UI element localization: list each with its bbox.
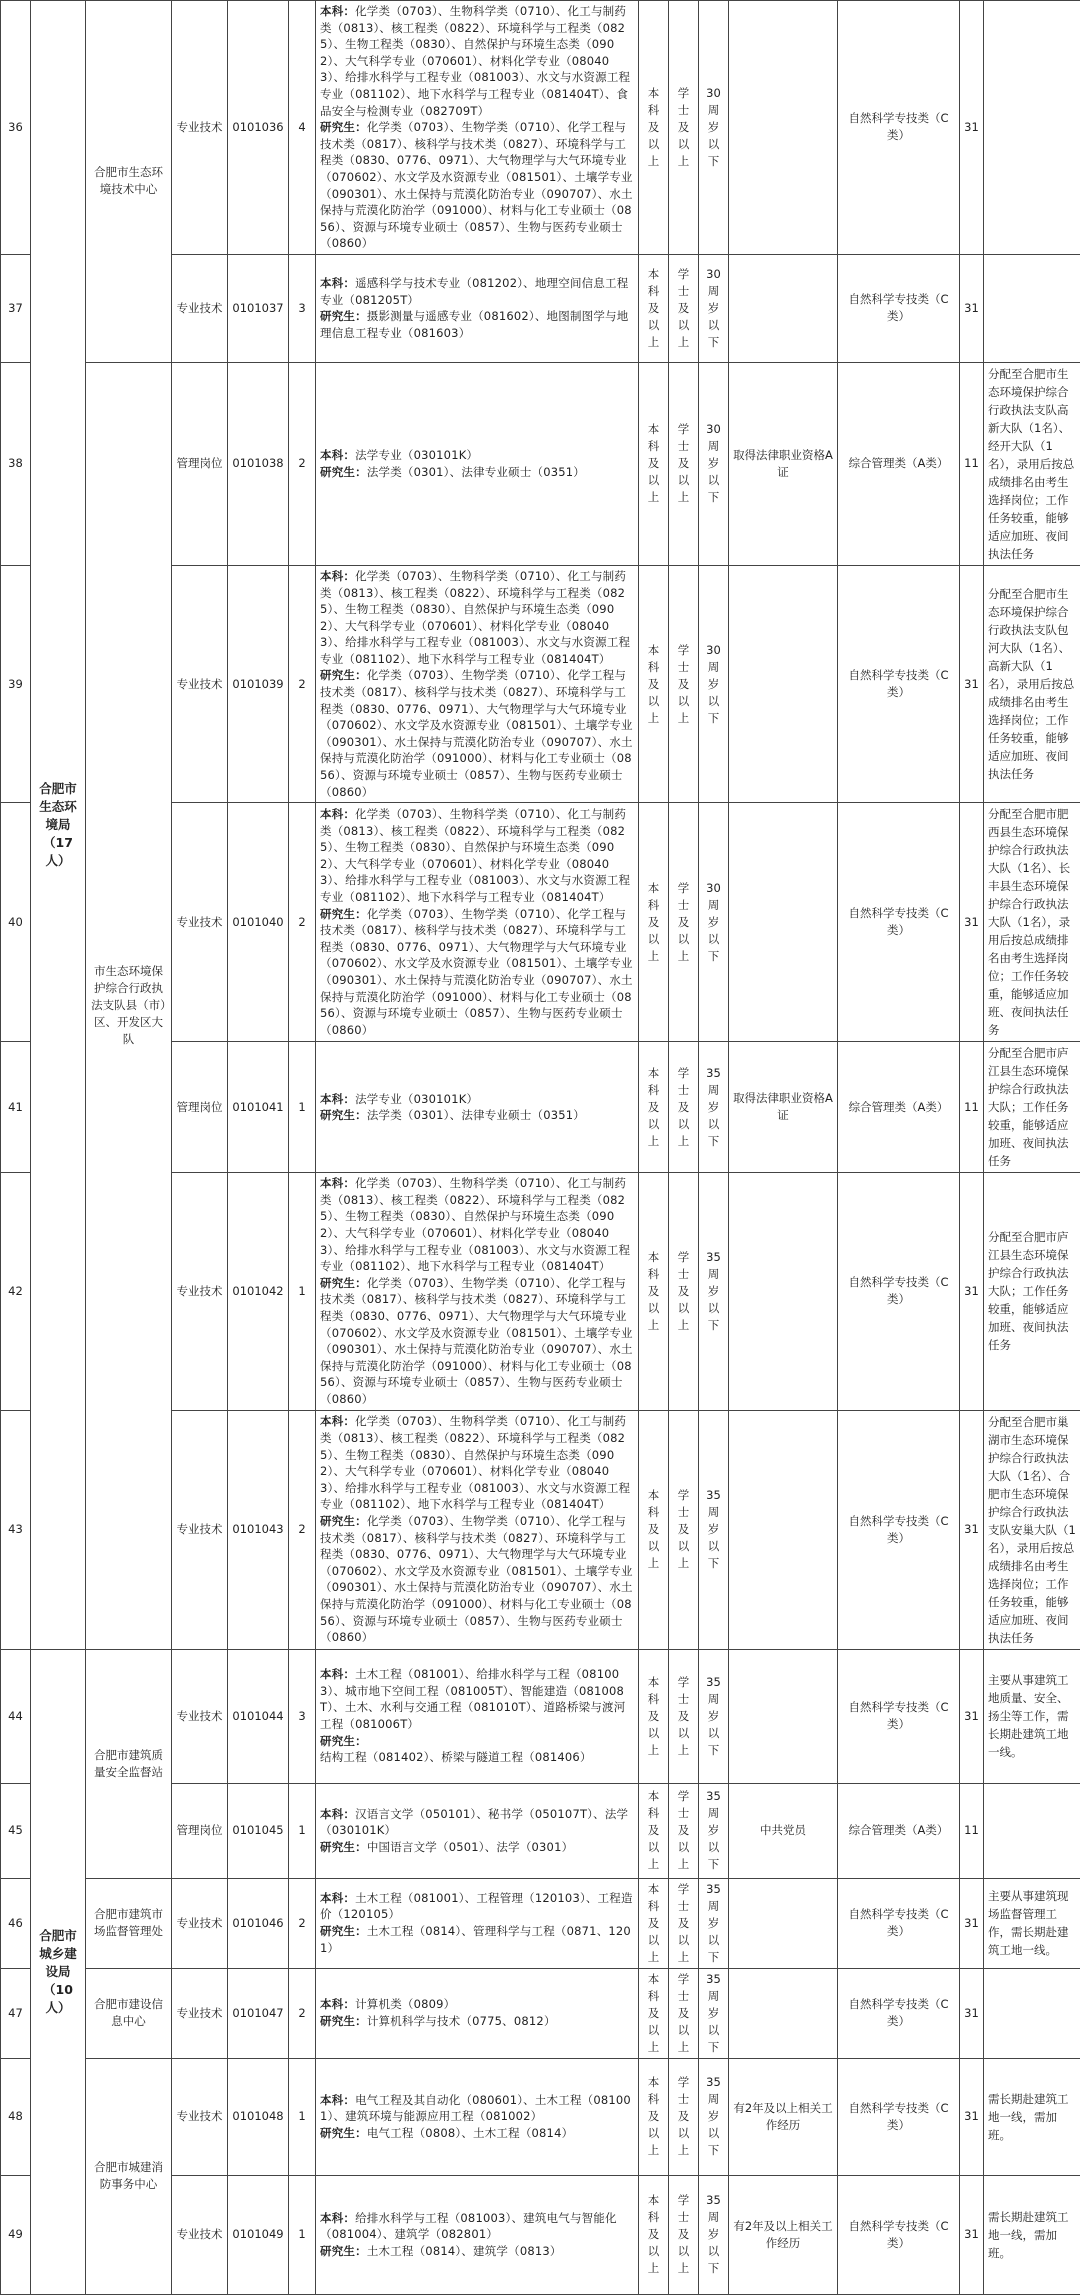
table-row: [1, 1649, 1080, 1783]
row-no: 47: [1, 1968, 31, 2058]
post-code: 0101048: [228, 2058, 289, 2175]
post-code: 0101040: [228, 803, 289, 1042]
post-type: 专业技术: [172, 1173, 228, 1410]
unit-cell: 合肥市生态环境技术中心: [86, 1, 172, 363]
age: 35周岁以下: [699, 1173, 729, 1410]
age: 35周岁以下: [699, 1968, 729, 2058]
remark: [984, 254, 1080, 362]
table-row: [1, 2058, 1080, 2175]
row-no: 43: [1, 1410, 31, 1649]
post-count: 2: [289, 1410, 316, 1649]
degree: 学士及以上: [669, 1, 699, 255]
table-row: [1, 1878, 1080, 1968]
age: 35周岁以下: [699, 1878, 729, 1968]
post-type: 专业技术: [172, 803, 228, 1042]
post-code: 0101047: [228, 1968, 289, 2058]
post-count: 1: [289, 1042, 316, 1173]
remark: 分配至合肥市庐江县生态环境保护综合行政执法大队；工作任务较重，能够适应加班、夜间执法任务: [984, 1042, 1080, 1173]
education: 本科及以上: [639, 2175, 669, 2294]
post-type: 专业技术: [172, 565, 228, 802]
major-requirement: 本科：电气工程及其自动化（080601）、土木工程（081001）、建筑环境与能源应用工程（081002） 研究生：电气工程（0808）、土木工程（0814）: [316, 2058, 639, 2175]
age: 35周岁以下: [699, 2175, 729, 2294]
exam-category: 综合管理类（A类）: [838, 362, 960, 565]
exam-code: 11: [960, 1783, 984, 1878]
major-requirement: 本科：法学专业（030101K） 研究生：法学类（0301）、法律专业硕士（0351）: [316, 362, 639, 565]
other-requirement: [729, 1649, 838, 1783]
age: 30周岁以下: [699, 362, 729, 565]
age: 35周岁以下: [699, 2058, 729, 2175]
degree: 学士及以上: [669, 1783, 699, 1878]
remark: 分配至合肥市巢湖市生态环境保护综合行政执法大队（1名）、合肥市生态环境保护综合行政执法支队安巢大队（1名），录用后按总成绩排名由考生选择岗位；工作任务较重，能够适应加班、夜间执法任务: [984, 1410, 1080, 1649]
age: 35周岁以下: [699, 1783, 729, 1878]
post-type: 管理岗位: [172, 1042, 228, 1173]
major-requirement: 本科：土木工程（081001）、工程管理（120103）、工程造价（120105） 研究生：土木工程（0814）、管理科学与工程（0871、1201）: [316, 1878, 639, 1968]
post-type: 专业技术: [172, 1968, 228, 2058]
unit-cell: 市生态环境保护综合行政执法支队县（市）区、开发区大队: [86, 362, 172, 1649]
post-code: 0101049: [228, 2175, 289, 2294]
dept-cell: 合肥市生态环境局（17人）: [31, 1, 86, 1650]
remark: 需长期赴建筑工地一线，需加班。: [984, 2058, 1080, 2175]
education: 本科及以上: [639, 1, 669, 255]
exam-code: 31: [960, 803, 984, 1042]
other-requirement: [729, 803, 838, 1042]
post-count: 2: [289, 1878, 316, 1968]
major-requirement: 本科：化学类（0703）、生物科学类（0710）、化工与制药类（0813）、核工程类（0822）、环境科学与工程类（0825）、生物工程类（0830）、自然保护与环境生态类（0902）、大气科学专业（070601）、材料化学专业（080403）、给排水科学与工程专业（081003）、水文与水资源工程专业（081102）、地下水科学与工程专业（081404T） 研究生：化学类（0703）、生物学类（0710）、化学工程与技术类（0817）、核科学与技术类（0827）、环境科学与工程类（0830、0776、0971）、大气物理学与大气环境专业（070602）、水文学及水资源专业（081501）、土壤学专业（090301）、水土保持与荒漠化防治专业（090707）、水土保持与荒漠化防治学（091000）、材料与化工专业硕士（0856）、资源与环境专业硕士（0857）、生物与医药专业硕士（0860）: [316, 1410, 639, 1649]
degree: 学士及以上: [669, 1042, 699, 1173]
remark: 主要从事建筑现场监督管理工作，需长期赴建筑工地一线。: [984, 1878, 1080, 1968]
unit-cell: 合肥市城建消防事务中心: [86, 2058, 172, 2294]
education: 本科及以上: [639, 1173, 669, 1410]
remark: 分配至合肥市庐江县生态环境保护综合行政执法大队；工作任务较重，能够适应加班、夜间执法任务: [984, 1173, 1080, 1410]
row-no: 37: [1, 254, 31, 362]
post-count: 1: [289, 2058, 316, 2175]
post-code: 0101039: [228, 565, 289, 802]
post-count: 1: [289, 1783, 316, 1878]
education: 本科及以上: [639, 1968, 669, 2058]
post-count: 1: [289, 1173, 316, 1410]
degree: 学士及以上: [669, 1173, 699, 1410]
row-no: 38: [1, 362, 31, 565]
other-requirement: [729, 1878, 838, 1968]
exam-category: 自然科学专技类（C类）: [838, 254, 960, 362]
row-no: 42: [1, 1173, 31, 1410]
exam-code: 11: [960, 362, 984, 565]
age: 30周岁以下: [699, 254, 729, 362]
other-requirement: [729, 1968, 838, 2058]
degree: 学士及以上: [669, 1410, 699, 1649]
exam-code: 31: [960, 1968, 984, 2058]
age: 30周岁以下: [699, 1, 729, 255]
age: 35周岁以下: [699, 1649, 729, 1783]
row-no: 41: [1, 1042, 31, 1173]
major-requirement: 本科：法学专业（030101K） 研究生：法学类（0301）、法律专业硕士（0351）: [316, 1042, 639, 1173]
major-requirement: 本科：汉语言文学（050101）、秘书学（050107T）、法学（030101K） 研究生：中国语言文学（0501）、法学（0301）: [316, 1783, 639, 1878]
post-count: 4: [289, 1, 316, 255]
remark: [984, 1783, 1080, 1878]
post-code: 0101043: [228, 1410, 289, 1649]
exam-category: 自然科学专技类（C类）: [838, 1173, 960, 1410]
dept-cell: 合肥市城乡建设局（10人）: [31, 1649, 86, 2294]
other-requirement: 中共党员: [729, 1783, 838, 1878]
degree: 学士及以上: [669, 565, 699, 802]
other-requirement: [729, 1, 838, 255]
degree: 学士及以上: [669, 1649, 699, 1783]
exam-category: 自然科学专技类（C类）: [838, 2058, 960, 2175]
remark: [984, 1968, 1080, 2058]
degree: 学士及以上: [669, 1968, 699, 2058]
table-row: [1, 362, 1080, 565]
unit-cell: 合肥市建设信息中心: [86, 1968, 172, 2058]
major-requirement: 本科：化学类（0703）、生物科学类（0710）、化工与制药类（0813）、核工程类（0822）、环境科学与工程类（0825）、生物工程类（0830）、自然保护与环境生态类（0902）、大气科学专业（070601）、材料化学专业（080403）、给排水科学与工程专业（081003）、水文与水资源工程专业（081102）、地下水科学与工程专业（081404T） 研究生：化学类（0703）、生物学类（0710）、化学工程与技术类（0817）、核科学与技术类（0827）、环境科学与工程类（0830、0776、0971）、大气物理学与大气环境专业（070602）、水文学及水资源专业（081501）、土壤学专业（090301）、水土保持与荒漠化防治专业（090707）、水土保持与荒漠化防治学（091000）、材料与化工专业硕士（0856）、资源与环境专业硕士（0857）、生物与医药专业硕士（0860）: [316, 803, 639, 1042]
major-requirement: 本科：土木工程（081001）、给排水科学与工程（081003）、城市地下空间工程（081005T）、智能建造（081008T）、土木、水利与交通工程（081010T）、道路桥梁与渡河工程（081006T） 研究生：结构工程（081402）、桥梁与隧道工程（081406）: [316, 1649, 639, 1783]
exam-category: 自然科学专技类（C类）: [838, 1878, 960, 1968]
exam-code: 31: [960, 1649, 984, 1783]
row-no: 46: [1, 1878, 31, 1968]
exam-category: 综合管理类（A类）: [838, 1783, 960, 1878]
post-count: 3: [289, 1649, 316, 1783]
post-type: 专业技术: [172, 2058, 228, 2175]
education: 本科及以上: [639, 254, 669, 362]
post-code: 0101037: [228, 254, 289, 362]
exam-category: 综合管理类（A类）: [838, 1042, 960, 1173]
other-requirement: 有2年及以上相关工作经历: [729, 2175, 838, 2294]
exam-category: 自然科学专技类（C类）: [838, 1968, 960, 2058]
row-no: 39: [1, 565, 31, 802]
post-type: 专业技术: [172, 1649, 228, 1783]
other-requirement: 取得法律职业资格A证: [729, 1042, 838, 1173]
major-requirement: 本科：化学类（0703）、生物科学类（0710）、化工与制药类（0813）、核工程类（0822）、环境科学与工程类（0825）、生物工程类（0830）、自然保护与环境生态类（0902）、大气科学专业（070601）、材料化学专业（080403）、给排水科学与工程专业（081003）、水文与水资源工程专业（081102）、地下水科学与工程专业（081404T） 研究生：化学类（0703）、生物学类（0710）、化学工程与技术类（0817）、核科学与技术类（0827）、环境科学与工程类（0830、0776、0971）、大气物理学与大气环境专业（070602）、水文学及水资源专业（081501）、土壤学专业（090301）、水土保持与荒漠化防治专业（090707）、水土保持与荒漠化防治学（091000）、材料与化工专业硕士（0856）、资源与环境专业硕士（0857）、生物与医药专业硕士（0860）: [316, 1173, 639, 1410]
post-type: 专业技术: [172, 1410, 228, 1649]
exam-category: 自然科学专技类（C类）: [838, 1410, 960, 1649]
other-requirement: 有2年及以上相关工作经历: [729, 2058, 838, 2175]
remark: 分配至合肥市生态环境保护综合行政执法支队包河大队（1名）、高新大队（1名），录用后按总成绩排名由考生选择岗位；工作任务较重，能够适应加班、夜间执法任务: [984, 565, 1080, 802]
education: 本科及以上: [639, 2058, 669, 2175]
post-count: 1: [289, 2175, 316, 2294]
remark: 主要从事建筑工地质量、安全、扬尘等工作，需长期赴建筑工地一线。: [984, 1649, 1080, 1783]
post-type: 专业技术: [172, 1878, 228, 1968]
exam-code: 31: [960, 2058, 984, 2175]
exam-category: 自然科学专技类（C类）: [838, 1649, 960, 1783]
row-no: 40: [1, 803, 31, 1042]
remark: [984, 1, 1080, 255]
post-type: 专业技术: [172, 2175, 228, 2294]
remark: 需长期赴建筑工地一线，需加班。: [984, 2175, 1080, 2294]
post-count: 2: [289, 362, 316, 565]
row-no: 36: [1, 1, 31, 255]
education: 本科及以上: [639, 1042, 669, 1173]
major-requirement: 本科：给排水科学与工程（081003）、建筑电气与智能化（081004）、建筑学（082801） 研究生：土木工程（0814）、建筑学（0813）: [316, 2175, 639, 2294]
degree: 学士及以上: [669, 803, 699, 1042]
degree: 学士及以上: [669, 2058, 699, 2175]
exam-code: 31: [960, 1410, 984, 1649]
post-count: 3: [289, 254, 316, 362]
education: 本科及以上: [639, 565, 669, 802]
degree: 学士及以上: [669, 1878, 699, 1968]
post-count: 2: [289, 1968, 316, 2058]
post-code: 0101036: [228, 1, 289, 255]
major-requirement: 本科：计算机类（0809） 研究生：计算机科学与技术（0775、0812）: [316, 1968, 639, 2058]
education: 本科及以上: [639, 1878, 669, 1968]
degree: 学士及以上: [669, 254, 699, 362]
major-requirement: 本科：化学类（0703）、生物科学类（0710）、化工与制药类（0813）、核工程类（0822）、环境科学与工程类（0825）、生物工程类（0830）、自然保护与环境生态类（0902）、大气科学专业（070601）、材料化学专业（080403）、给排水科学与工程专业（081003）、水文与水资源工程专业（081102）、地下水科学与工程专业（081404T） 研究生：化学类（0703）、生物学类（0710）、化学工程与技术类（0817）、核科学与技术类（0827）、环境科学与工程类（0830、0776、0971）、大气物理学与大气环境专业（070602）、水文学及水资源专业（081501）、土壤学专业（090301）、水土保持与荒漠化防治专业（090707）、水土保持与荒漠化防治学（091000）、材料与化工专业硕士（0856）、资源与环境专业硕士（0857）、生物与医药专业硕士（0860）: [316, 565, 639, 802]
remark: 分配至合肥市生态环境保护综合行政执法支队高新大队（1名）、经开大队（1名），录用后按总成绩排名由考生选择岗位；工作任务较重，能够适应加班、夜间执法任务: [984, 362, 1080, 565]
other-requirement: [729, 1173, 838, 1410]
row-no: 44: [1, 1649, 31, 1783]
post-code: 0101044: [228, 1649, 289, 1783]
exam-category: 自然科学专技类（C类）: [838, 803, 960, 1042]
post-type: 专业技术: [172, 1, 228, 255]
age: 35周岁以下: [699, 1410, 729, 1649]
age: 30周岁以下: [699, 565, 729, 802]
post-type: 管理岗位: [172, 362, 228, 565]
post-code: 0101042: [228, 1173, 289, 1410]
exam-code: 11: [960, 1042, 984, 1173]
post-count: 2: [289, 565, 316, 802]
exam-category: 自然科学专技类（C类）: [838, 565, 960, 802]
post-type: 专业技术: [172, 254, 228, 362]
major-requirement: 本科：化学类（0703）、生物科学类（0710）、化工与制药类（0813）、核工程类（0822）、环境科学与工程类（0825）、生物工程类（0830）、自然保护与环境生态类（0902）、大气科学专业（070601）、材料化学专业（080403）、给排水科学与工程专业（081003）、水文与水资源工程专业（081102）、地下水科学与工程专业（081404T）、食品安全与检测专业（082709T） 研究生：化学类（0703）、生物学类（0710）、化学工程与技术类（0817）、核科学与技术类（0827）、环境科学与工程类（0830、0776、0971）、大气物理学与大气环境专业（070602）、水文学及水资源专业（081501）、土壤学专业（090301）、水土保持与荒漠化防治专业（090707）、水土保持与荒漠化防治学（091000）、材料与化工专业硕士（0856）、资源与环境专业硕士（0857）、生物与医药专业硕士（0860）: [316, 1, 639, 255]
exam-code: 31: [960, 565, 984, 802]
row-no: 49: [1, 2175, 31, 2294]
exam-category: 自然科学专技类（C类）: [838, 2175, 960, 2294]
education: 本科及以上: [639, 362, 669, 565]
other-requirement: 取得法律职业资格A证: [729, 362, 838, 565]
education: 本科及以上: [639, 1783, 669, 1878]
major-requirement: 本科：遥感科学与技术专业（081202）、地理空间信息工程专业（081205T） 研究生：摄影测量与遥感专业（081602）、地图制图学与地理信息工程专业（081603）: [316, 254, 639, 362]
education: 本科及以上: [639, 1410, 669, 1649]
post-code: 0101045: [228, 1783, 289, 1878]
remark: 分配至合肥市肥西县生态环境保护综合行政执法大队（1名）、长丰县生态环境保护综合行政执法大队（1名），录用后按总成绩排名由考生选择岗位；工作任务较重，能够适应加班、夜间执法任务: [984, 803, 1080, 1042]
post-type: 管理岗位: [172, 1783, 228, 1878]
education: 本科及以上: [639, 1649, 669, 1783]
unit-cell: 合肥市建筑质量安全监督站: [86, 1649, 172, 1878]
table-row: [1, 1, 1080, 255]
post-code: 0101038: [228, 362, 289, 565]
post-code: 0101046: [228, 1878, 289, 1968]
other-requirement: [729, 565, 838, 802]
exam-code: 31: [960, 1173, 984, 1410]
exam-code: 31: [960, 1878, 984, 1968]
row-no: 48: [1, 2058, 31, 2175]
exam-code: 31: [960, 254, 984, 362]
degree: 学士及以上: [669, 362, 699, 565]
post-count: 2: [289, 803, 316, 1042]
education: 本科及以上: [639, 803, 669, 1042]
age: 35周岁以下: [699, 1042, 729, 1173]
table-row: [1, 1968, 1080, 2058]
exam-category: 自然科学专技类（C类）: [838, 1, 960, 255]
row-no: 45: [1, 1783, 31, 1878]
other-requirement: [729, 1410, 838, 1649]
degree: 学士及以上: [669, 2175, 699, 2294]
other-requirement: [729, 254, 838, 362]
post-code: 0101041: [228, 1042, 289, 1173]
exam-code: 31: [960, 1, 984, 255]
age: 30周岁以下: [699, 803, 729, 1042]
exam-code: 31: [960, 2175, 984, 2294]
unit-cell: 合肥市建筑市场监督管理处: [86, 1878, 172, 1968]
